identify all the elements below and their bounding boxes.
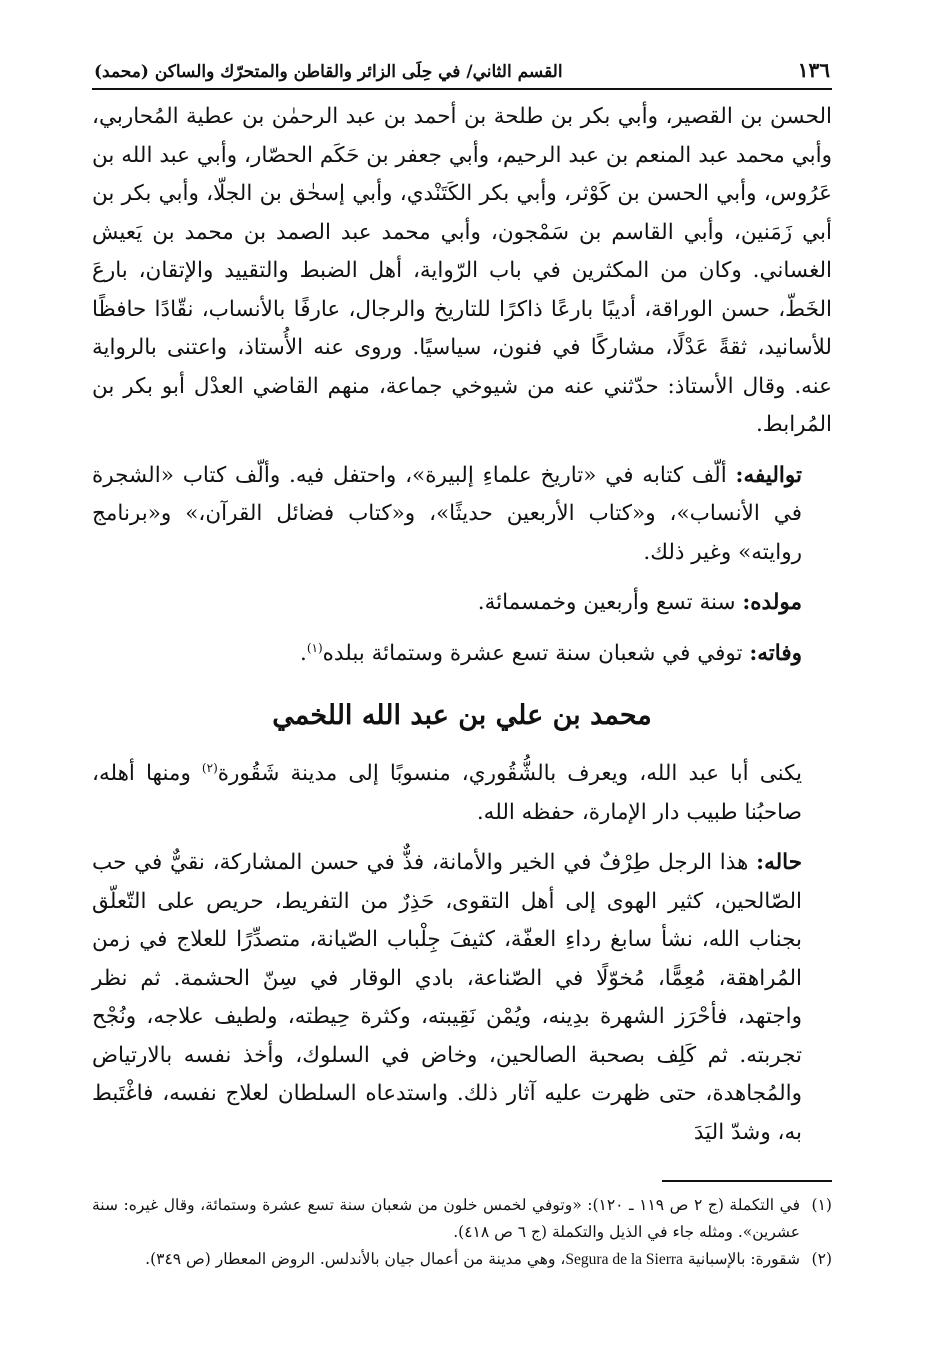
death-end: . (299, 640, 307, 666)
footnote-2 (92, 1246, 832, 1273)
running-title: القسم الثاني/ في حِلَى الزائر والقاطن والمتحرّك والساكن (محمد) (94, 62, 563, 82)
works-paragraph (92, 457, 832, 573)
death-label: وفاته: (749, 640, 802, 666)
intro-text-end: ومنها أهله، صاحبُنا طبيب دار الإمارة، حفظه الله. (92, 761, 802, 825)
biography-paragraph: الحسن بن القصير، وأبي بكر بن طلحة بن أحمد بن عبد الرحمٰن بن عطية المُحاربي، وأبي محمد عبد المنعم بن عبد الرحيم، وأبي جعفر بن حَكَم الحصّار، وأبي عبد الله بن عَرُوس، وأبي الحسن بن كَوْثر، وأبي بكر الكَتَنْدي، وأبي إسحٰق بن الجلّا، وأبي بكر بن أبي زَمَنين، وأبي القاسم بن سَمْجون، وأبي محمد عبد الصمد بن محمد بن يَعيش الغساني. وكان من المكثرين في باب الرّواية، أهل الضبط والتقييد والإتقان، بارعَ الخَطّ، حسن الوراقة، أديبًا بارعًا ذاكرًا للتاريخ والرجال، عارفًا بالأنساب، نقّادًا حافظًا للأسانيد، ثقةً عَدْلًا، مشاركًا في فنون، سياسيًا. وروى عنه الأُستاذ، واعتنى بالرواية عنه. وقال الأستاذ: حدّثني عنه من شيوخي جماعة، منهم القاضي العدْل أبو بكر بن المُرابط. (92, 104, 832, 437)
footnote-number: (١) (811, 1196, 832, 1214)
footnote-separator (662, 1180, 832, 1182)
footnote-separator-wrap (92, 1152, 832, 1192)
footnote-ref-2[interactable]: (٢) (201, 760, 218, 775)
footnotes (92, 1192, 832, 1273)
book-page (92, 52, 832, 1342)
death-text: توفي في شعبان سنة تسع عشرة وستمائة ببلده (322, 640, 743, 666)
birth-label: مولده: (742, 590, 802, 615)
footnote-text: شقورة: بالإسبانية (682, 1250, 800, 1268)
works-text: ألّف كتابه في «تاريخ علماءِ إلبيرة»، واحتفل فيه. وألّف كتاب «الشجرة في الأنساب»، و«كتاب الأربعين حديثًا»، و«كتاب فضائل القرآن،» و«برنامج روايته» وغير ذلك. (92, 462, 802, 565)
footnote-1 (92, 1192, 832, 1246)
footnote-number: (٢) (811, 1250, 832, 1268)
footnote-latin-name: Segura de la Sierra (565, 1251, 683, 1268)
footnote-text: في التكملة (ج ٢ ص ١١٩ ـ ١٢٠): «وتوفي لخمس خلون من شعبان سنة تسع عشرة وستمائة، وقال غيره: سنة عشرين». ومثله جاء في الذيل والتكملة (ج ٦ ص ٤١٨). (92, 1196, 800, 1241)
footnote-text-end: ، وهي مدينة من أعمال جيان بالأندلس. الروض المعطار (ص ٣٤٩). (145, 1250, 566, 1268)
page-number: ١٣٦ (797, 58, 830, 82)
birth-text: سنة تسع وأربعين وخمسمائة. (477, 590, 736, 615)
intro-paragraph (92, 755, 832, 832)
state-label: حاله: (756, 850, 802, 875)
footnote-ref-1[interactable]: (١) (306, 640, 323, 655)
intro-text: يكنى أبا عبد الله، ويعرف بالشُّقُوري، منسوبًا إلى مدينة شَقُورة (217, 761, 802, 786)
death-paragraph (92, 635, 832, 674)
state-paragraph (92, 844, 832, 1152)
running-header (92, 52, 832, 90)
entry-title: محمد بن علي بن عبد الله اللخمي (272, 700, 652, 731)
works-label: تواليفه: (735, 462, 802, 488)
state-text: هذا الرجل طِرْفٌ في الخير والأمانة، فذٌّ في حسن المشاركة، نقيٌّ في حب الصّالحين، كثير الهوى إلى أهل التقوى، حَذِرٌ من التفريط، حريص على التّعلّق بجناب الله، نشأ سابغ رداءِ العفّة، كثيفَ جِلْباب الصّيانة، متصدِّرًا للعلاج في زمن المُراهقة، مُعِمًّا، مُخوّلًا في الصّناعة، بادي الوقار في سِنّ الحشمة. ثم نظر واجتهد، فأحْرَز الشهرة بدِينه، ويُمْن نَقِيبته، وكثرة حِيطته، ولطيف علاجه، ونُجْح تجربته. ثم كَلِف بصحبة الصالحين، وخاض في السلوك، وأخذ نفسه بالارتياض والمُجاهدة، حتى ظهرت عليه آثار ذلك. واستدعاه السلطان لعلاج نفسه، فاغْتَبط به، وشدّ اليَدَ (92, 850, 802, 1145)
birth-paragraph (92, 584, 832, 623)
